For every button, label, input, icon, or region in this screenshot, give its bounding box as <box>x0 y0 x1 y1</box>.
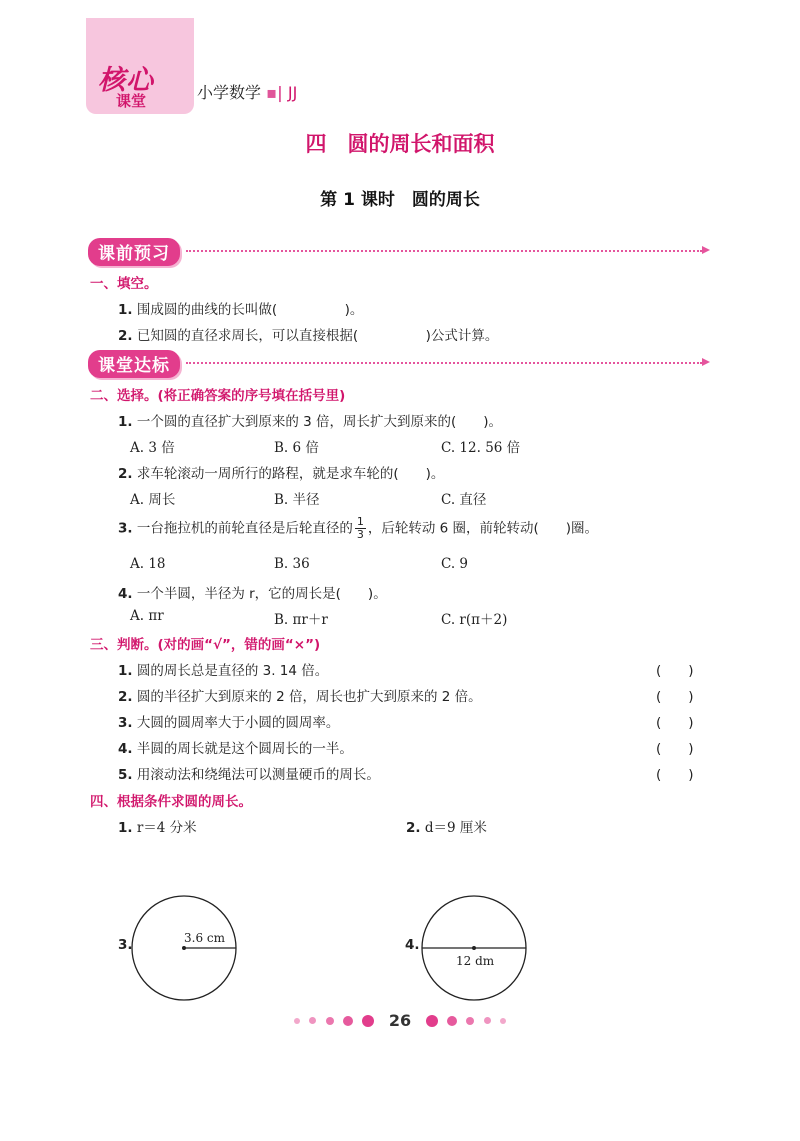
judge-item <box>118 737 353 757</box>
question-1-1 <box>118 298 363 318</box>
footer-dot <box>466 1017 474 1025</box>
logo-text-main: 核心 <box>98 65 154 96</box>
question-text: 一个半圆，半径为 r，它的周长是( )。 <box>136 586 387 602</box>
option-a: A. 周长 <box>130 492 176 508</box>
circle-radius-figure <box>128 892 240 1004</box>
footer-dot <box>447 1016 457 1026</box>
question-number: 3. <box>118 715 133 731</box>
logo-text-sub: 课堂 <box>116 92 147 110</box>
option-c: C. 9 <box>441 556 469 572</box>
question-1-2 <box>118 324 498 344</box>
class-banner: 课堂达标 <box>88 350 180 378</box>
question-number: 1. <box>118 663 133 679</box>
footer-dot <box>500 1018 506 1024</box>
chapter-title: 四 圆的周长和面积 <box>305 132 495 156</box>
answer-paren: ( ) <box>656 689 694 705</box>
question-2-2 <box>118 462 444 482</box>
judge-item <box>118 763 380 783</box>
part4-heading: 四、根据条件求圆的周长。 <box>90 794 252 810</box>
question-text: 求车轮滚动一周所行的路程，就是求车轮的( )。 <box>136 466 445 482</box>
question-number-4: 4. <box>405 937 420 953</box>
question-number: 5. <box>118 767 133 783</box>
footer-dot <box>426 1015 438 1027</box>
question-text: d＝9 厘米 <box>424 820 487 836</box>
question-number: 3. <box>118 520 133 537</box>
question-text: 一个圆的直径扩大到原来的 3 倍，周长扩大到原来的( )。 <box>136 414 503 430</box>
option-b: B. 36 <box>274 556 310 572</box>
judge-item <box>118 685 482 705</box>
answer-paren: ( ) <box>656 741 694 757</box>
question-text: r＝4 分米 <box>136 820 197 836</box>
question-number: 4. <box>118 741 133 757</box>
judge-item <box>118 659 328 679</box>
option-a: A. 3 倍 <box>130 440 175 456</box>
question-2-3 <box>118 516 598 541</box>
subject-label <box>197 80 297 103</box>
answer-paren: ( ) <box>656 767 694 783</box>
radius-label: 3.6 cm <box>184 931 225 945</box>
question-2-4 <box>118 582 387 602</box>
edition-label: JJ <box>287 83 298 102</box>
arrow-icon <box>702 246 710 254</box>
option-b: B. πr＋r <box>274 612 328 628</box>
footer-dot <box>362 1015 374 1027</box>
footer-dot <box>326 1017 334 1025</box>
page-number: 26 <box>388 1011 412 1030</box>
arrow-icon <box>702 358 710 366</box>
question-4-2 <box>406 816 487 836</box>
option-a: A. πr <box>130 608 164 624</box>
question-4-1 <box>118 816 197 836</box>
part1-heading: 一、填空。 <box>90 276 158 292</box>
diameter-label: 12 dm <box>456 954 495 968</box>
answer-paren: ( ) <box>656 663 694 679</box>
part3-heading: 三、判断。(对的画“√”，错的画“×”) <box>90 637 321 653</box>
question-number-3: 3. <box>118 937 133 953</box>
part2-heading: 二、选择。(将正确答案的序号填在括号里) <box>90 388 346 404</box>
question-text: 半圆的周长就是这个圆周长的一半。 <box>136 741 353 757</box>
fraction <box>355 516 366 541</box>
question-number: 1. <box>118 302 133 318</box>
option-c: C. r(π＋2) <box>441 612 508 628</box>
question-number: 2. <box>118 328 133 344</box>
section-divider <box>186 250 702 252</box>
question-text: 用滚动法和绕绳法可以测量硬币的周长。 <box>136 767 380 783</box>
fraction-denominator: 3 <box>356 528 364 541</box>
subject-separator: ▪| <box>266 83 283 102</box>
question-number: 4. <box>118 586 133 602</box>
lesson-title: 第 1 课时 圆的周长 <box>320 190 480 210</box>
judge-item <box>118 711 339 731</box>
subject-name: 小学数学 <box>197 83 262 102</box>
option-a: A. 18 <box>130 556 166 572</box>
footer-dot <box>343 1016 353 1026</box>
question-number: 1. <box>118 414 133 430</box>
footer-dot <box>309 1017 316 1024</box>
question-number: 1. <box>118 820 133 836</box>
question-text: 一台拖拉机的前轮直径是后轮直径的 <box>136 520 353 537</box>
question-number: 2. <box>118 689 133 705</box>
question-2-1 <box>118 410 502 430</box>
question-number: 2. <box>118 466 133 482</box>
question-text-cont: ，后轮转动 6 圈，前轮转动( )圈。 <box>367 520 599 537</box>
question-text: 已知圆的直径求周长，可以直接根据( )公式计算。 <box>136 328 499 344</box>
question-text: 圆的半径扩大到原来的 2 倍，周长也扩大到原来的 2 倍。 <box>136 689 482 705</box>
fraction-numerator: 1 <box>356 515 364 528</box>
option-b: B. 半径 <box>274 492 320 508</box>
brand-logo <box>86 18 194 114</box>
section-divider <box>186 362 702 364</box>
footer-dot <box>294 1018 300 1024</box>
answer-paren: ( ) <box>656 715 694 731</box>
circle-diameter-figure <box>418 892 530 1004</box>
question-text: 圆的周长总是直径的 3. 14 倍。 <box>136 663 329 679</box>
preview-banner: 课前预习 <box>88 238 180 266</box>
page-footer <box>0 1010 800 1030</box>
option-c: C. 直径 <box>441 492 487 508</box>
question-text: 大圆的圆周率大于小圆的圆周率。 <box>136 715 340 731</box>
option-c: C. 12. 56 倍 <box>441 440 521 456</box>
question-number: 2. <box>406 820 421 836</box>
footer-dot <box>484 1017 491 1024</box>
question-text: 围成圆的曲线的长叫做( )。 <box>136 302 364 318</box>
option-b: B. 6 倍 <box>274 440 319 456</box>
